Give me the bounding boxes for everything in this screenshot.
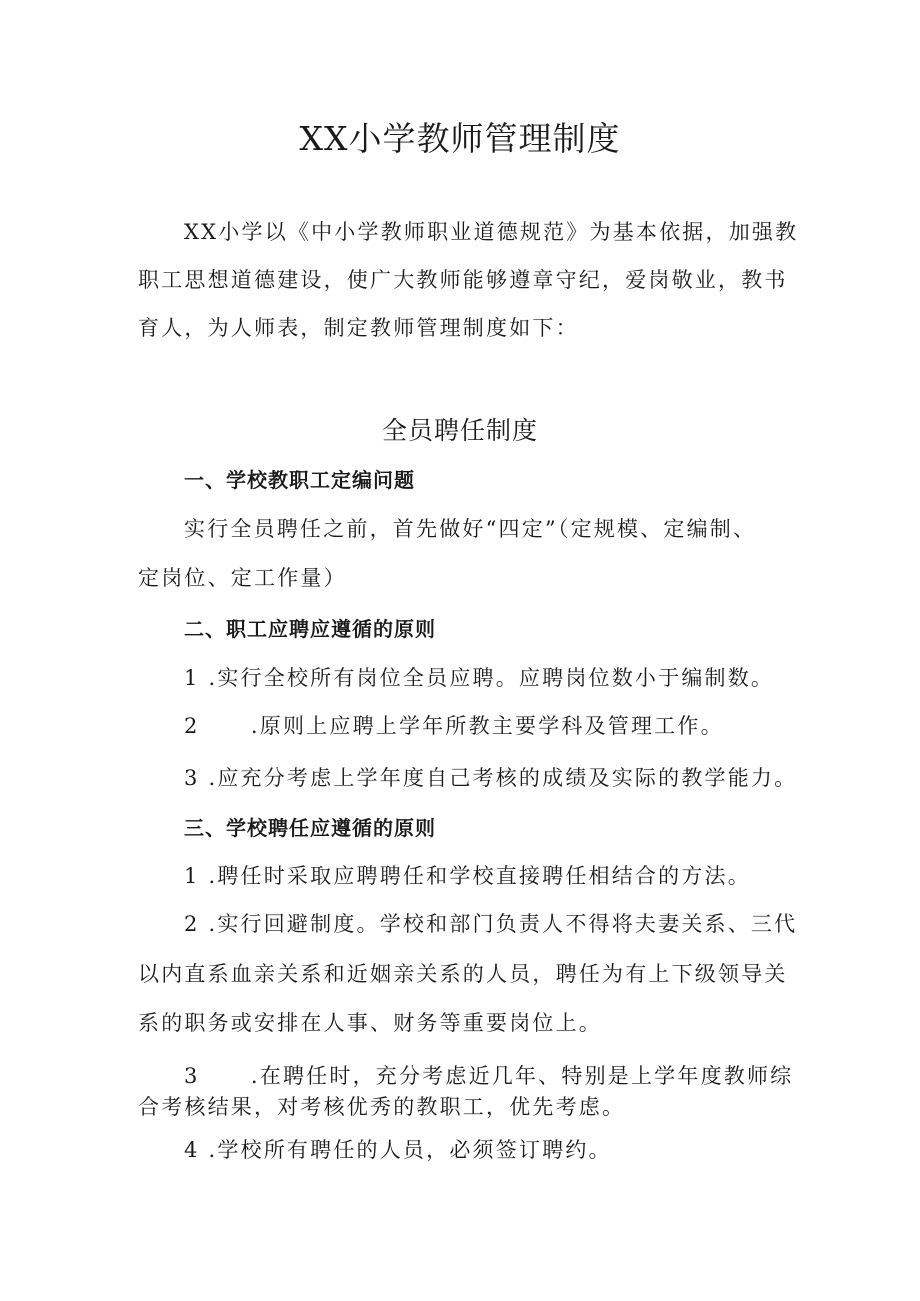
section-title: 全员聘任制度 [381,416,538,445]
intro-line-3: 育人，为人师表，制定教师管理制度如下： [138,316,579,340]
document-title: XX小学教师管理制度 [299,119,621,158]
part1-heading: 一、学校教职工定编问题 [184,468,415,492]
part3-item-1 [184,866,751,887]
item-text: .实行回避制度。学校和部门负责人不得将夫妻关系、三代 [208,912,798,936]
item-text: .在聘任时，充分考虑近几年、特别是上学年度教师综 [250,1064,794,1088]
item-number: 3 [184,766,200,790]
item-number: 4 [184,1138,200,1162]
item-number: 1 [184,864,200,888]
part3-item-2-cont-1: 以内直系血亲关系和近姻亲关系的人员，聘任为有上下级领导关 [138,962,788,986]
intro-line-2: 职工思想道德建设，使广大教师能够遵章守纪，爱岗敬业，教书 [138,268,788,292]
item-number: 2 [184,714,200,738]
part2-item-2 [184,716,724,737]
part3-item-2-cont-2: 系的职务或安排在人事、财务等重要岗位上。 [138,1011,602,1035]
part2-item-1 [184,668,774,689]
item-text: .学校所有聘任的人员，必须签订聘约。 [208,1138,612,1162]
part3-item-3 [184,1066,793,1087]
item-text: .原则上应聘上学年所教主要学科及管理工作。 [250,714,724,738]
item-text: .应充分考虑上学年度自己考核的成绩及实际的教学能力。 [208,766,798,790]
item-number: 1 [184,666,200,690]
part1-line-2: 定岗位、定工作量） [138,566,347,590]
part3-item-4 [184,1140,612,1161]
item-text: .聘任时采取应聘聘任和学校直接聘任相结合的方法。 [208,864,751,888]
item-number: 2 [184,912,200,936]
item-number: 3 [184,1064,200,1088]
part3-item-3-cont-1: 合考核结果，对考核优秀的教职工，优先考虑。 [138,1095,626,1119]
part2-heading: 二、职工应聘应遵循的原则 [184,617,436,641]
part2-item-3 [184,768,797,789]
item-text: .实行全校所有岗位全员应聘。应聘岗位数小于编制数。 [208,666,775,690]
part3-item-2 [184,914,797,935]
part3-heading: 三、学校聘任应遵循的原则 [184,816,436,840]
part1-line-1: 实行全员聘任之前，首先做好“四定”（定规模、定编制、 [184,517,757,541]
intro-line-1: XX小学以《中小学教师职业道德规范》为基本依据，加强教 [184,220,799,244]
